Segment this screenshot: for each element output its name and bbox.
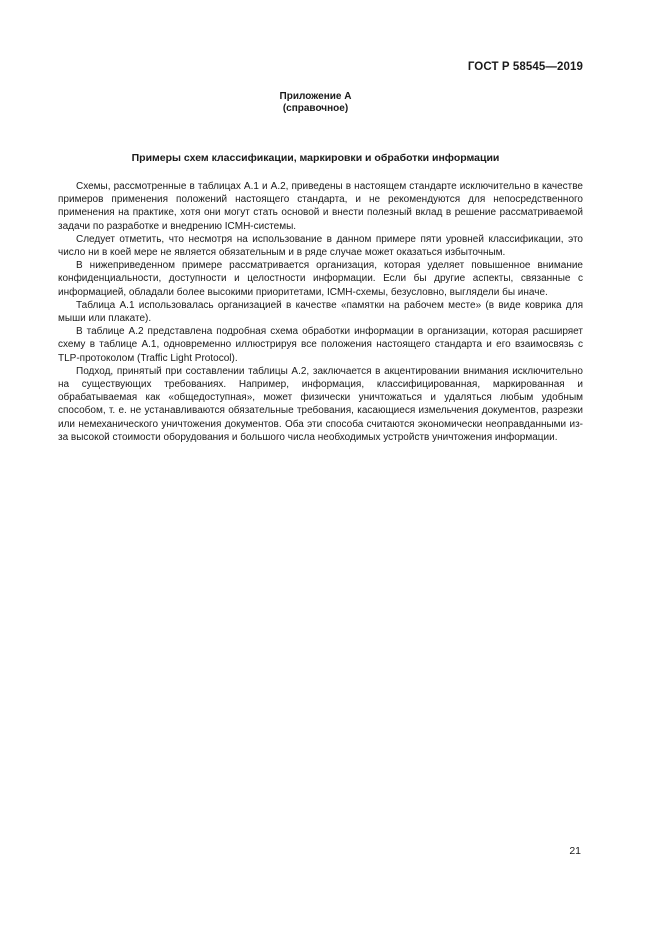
paragraph: Схемы, рассмотренные в таблицах А.1 и А.2, приведены в настоящем стандарте исключительно в качестве примеров применения положений настоящего стандарта, и не рекомендуются для непосредственного применения на практике, хотя они могут стать основой и внести полезный вклад в решение рассматриваемой задачи по разработке и внедрению ICMH-системы. (58, 181, 583, 232)
appendix-heading (0, 91, 661, 115)
paragraph: Следует отметить, что несмотря на использование в данном примере пяти уровней классификации, это число ни в коей мере не является обязательным и в ряде случае может оказаться избыточным. (58, 233, 583, 259)
standard-code: ГОСТ Р 58545—2019 (467, 61, 583, 73)
page-number: 21 (569, 845, 581, 857)
section-title (0, 152, 661, 164)
appendix-title: Приложение А (279, 91, 352, 102)
body-text (58, 180, 583, 444)
paragraph: Таблица А.1 использовалась организацией в качестве «памятки на рабочем месте» (в виде коврика для мыши или плакате). (58, 299, 583, 325)
section-title-text: Примеры схем классификации, маркировки и обработки информации (131, 152, 500, 164)
appendix-subtitle: (справочное) (282, 103, 349, 114)
paragraph: В таблице А.2 представлена подробная схема обработки информации в организации, которая расширяет схему в таблице А.1, одновременно иллюстрируя все положения настоящего стандарта и его взаимосвязь с TLP-протоколом (Traffic Light Protocol). (58, 326, 583, 364)
paragraph: Подход, принятый при составлении таблицы А.2, заключается в акцентировании внимания исключительно на существующих требованиях. Например, информация, классифицированная, маркированная и обрабатываемая как «общедоступная», может физически уничтожаться и удаляться любым удобным способом, т. е. не устанавливаются обязательные требования, касающиеся измельчения документов, разрезки или немеханического уничтожения документов. Оба эти способа считаются экономически неоправданными из-за высокой стоимости оборудования и большого числа необходимых устройств уничтожения информации. (58, 365, 583, 443)
paragraph: В нижеприведенном примере рассматривается организация, которая уделяет повышенное внимание конфиденциальности, доступности и целостности информации. Если бы другие аспекты, связанные с информацией, обладали более высокими приоритетами, ICMH-схемы, безусловно, выглядели бы иначе. (58, 260, 583, 298)
